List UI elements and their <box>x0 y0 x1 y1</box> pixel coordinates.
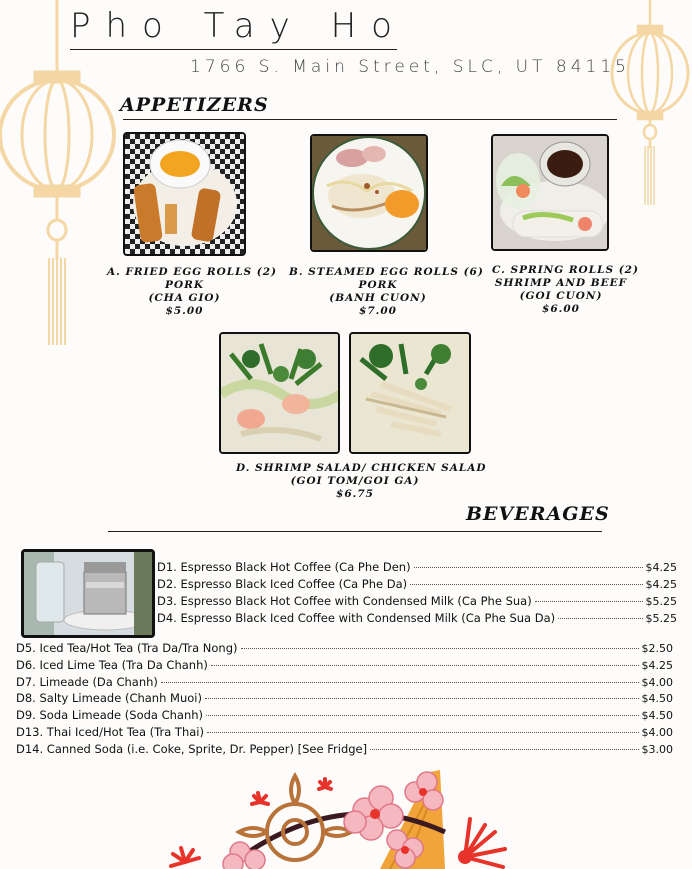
appetizers-heading: APPETIZERS <box>120 94 269 116</box>
title-underline <box>70 49 397 50</box>
right-lantern-icon <box>610 0 692 210</box>
shrimp-salad-photo <box>219 332 340 454</box>
beverage-row: D2. Espresso Black Iced Coffee (Ca Phe Da) $4.25 <box>157 577 677 591</box>
appetizer-b-caption: B. STEAMED EGG ROLLS (6) PORK (BANH CUON) $7.00 <box>289 266 484 317</box>
appetizer-a-caption: A. FRIED EGG ROLLS (2) PORK (CHA GIO) $5.00 <box>107 266 278 317</box>
steamed-egg-rolls-photo <box>310 134 428 252</box>
floral-fan-icon <box>165 762 535 869</box>
coffee-photo <box>21 549 155 638</box>
chicken-salad-photo <box>349 332 471 454</box>
beverage-row: D8. Salty Limeade (Chanh Muoi) $4.50 <box>16 691 673 705</box>
beverage-row: D13. Thai Iced/Hot Tea (Tra Thai) $4.00 <box>16 725 673 739</box>
beverage-row: D6. Iced Lime Tea (Tra Da Chanh) $4.25 <box>16 658 673 672</box>
beverage-row: D7. Limeade (Da Chanh) $4.00 <box>16 675 673 689</box>
beverage-row: D1. Espresso Black Hot Coffee (Ca Phe Den) $4.25 <box>157 560 677 574</box>
beverages-rule <box>108 531 602 532</box>
spring-rolls-photo <box>491 134 609 251</box>
beverages-heading: BEVERAGES <box>466 503 610 525</box>
beverage-row: D3. Espresso Black Hot Coffee with Condensed Milk (Ca Phe Sua) $5.25 <box>157 594 677 608</box>
appetizer-c-caption: C. SPRING ROLLS (2) SHRIMP AND BEEF (GOI CUON) $6.00 <box>492 264 639 315</box>
appetizer-d-caption: D. SHRIMP SALAD/ CHICKEN SALAD (GOI TOM/GOI GA) $6.75 <box>236 462 487 500</box>
fried-egg-rolls-photo <box>123 132 246 256</box>
beverage-row: D14. Canned Soda (i.e. Coke, Sprite, Dr. Pepper) [See Fridge] $3.00 <box>16 742 673 756</box>
restaurant-address: 1766 S. Main Street, SLC, UT 84115 <box>190 57 630 77</box>
appetizers-rule <box>123 119 617 120</box>
beverage-row: D9. Soda Limeade (Soda Chanh) $4.50 <box>16 708 673 722</box>
beverage-row: D5. Iced Tea/Hot Tea (Tra Da/Tra Nong) $2.50 <box>16 641 673 655</box>
restaurant-title: Pho Tay Ho <box>70 6 407 46</box>
beverage-row: D4. Espresso Black Iced Coffee with Condensed Milk (Ca Phe Sua Da) $5.25 <box>157 611 677 625</box>
left-lantern-icon <box>0 0 120 350</box>
